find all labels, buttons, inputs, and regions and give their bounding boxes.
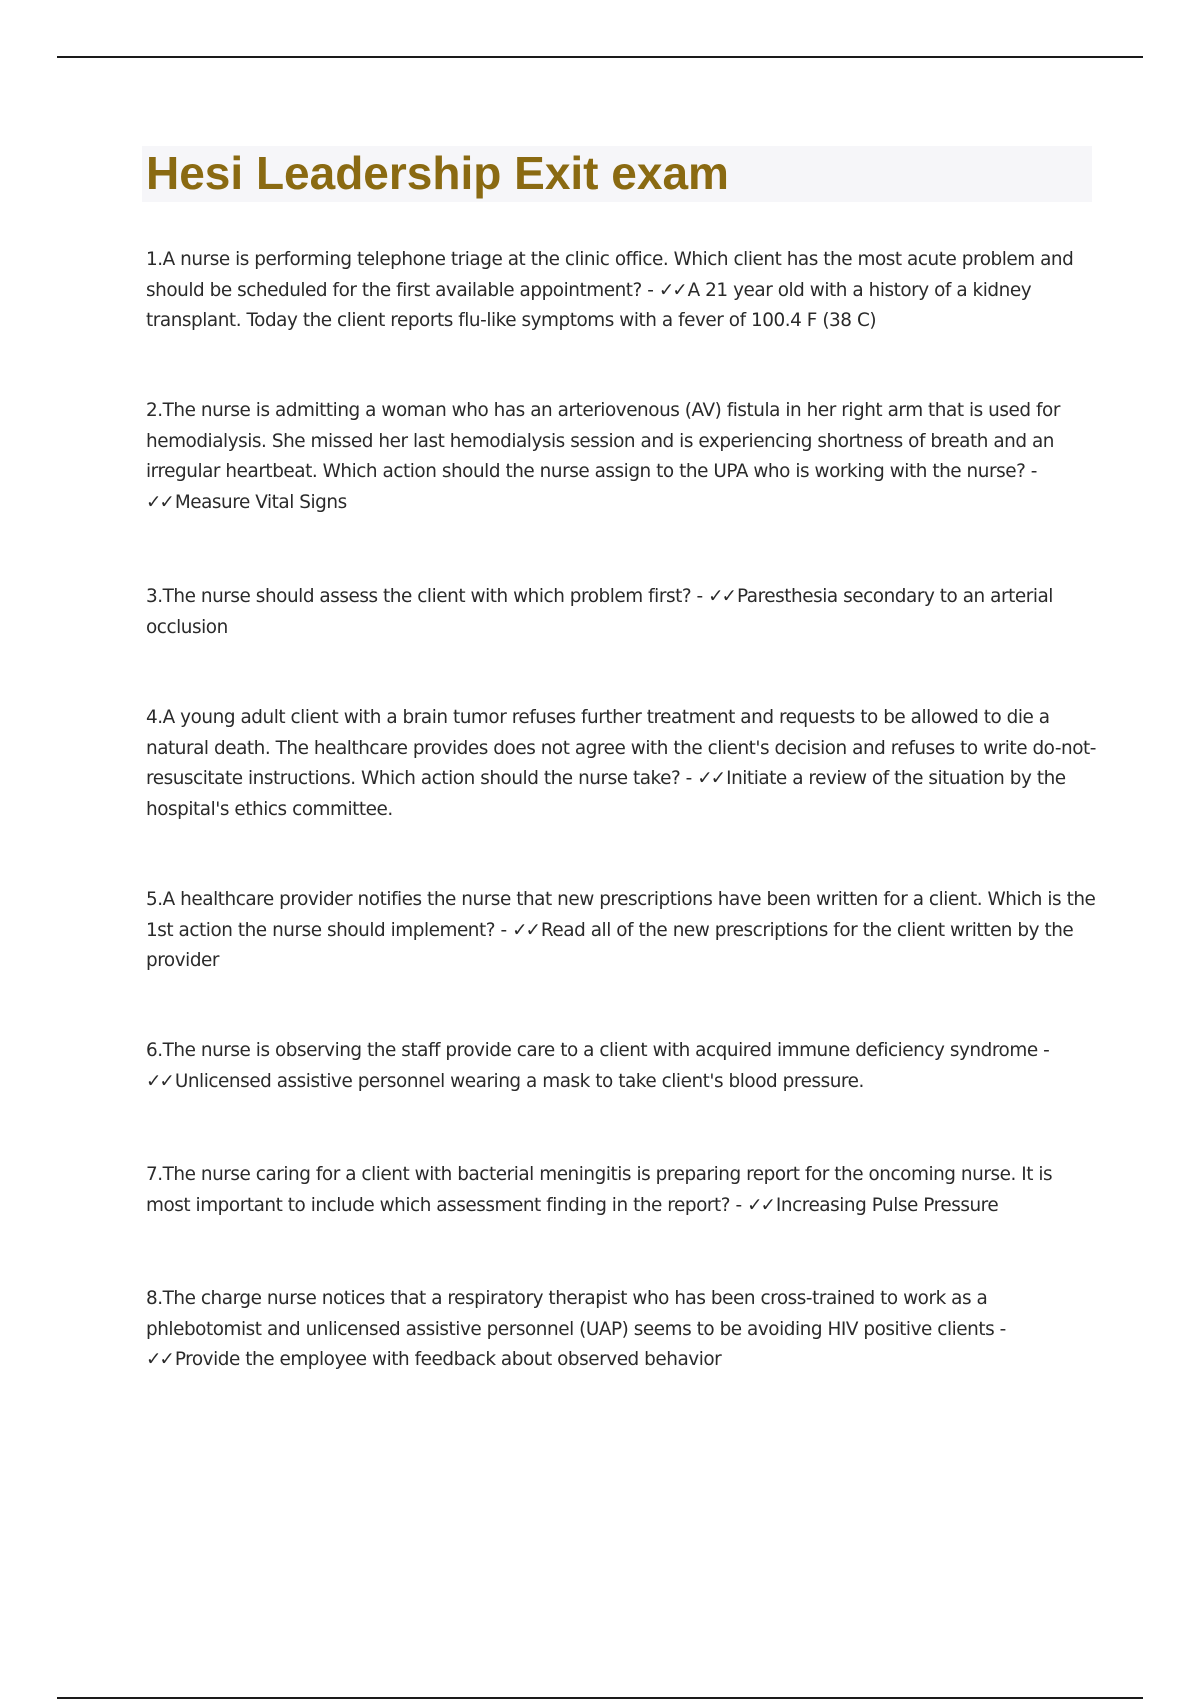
qa-item-3 <box>146 582 1096 643</box>
qa-item-5 <box>146 885 1096 977</box>
answer-text: Read all of the new prescriptions for the client written by the provider <box>146 919 1074 971</box>
page-title: Hesi Leadership Exit exam <box>146 147 729 199</box>
double-check-icon: ✓✓ <box>146 1349 173 1370</box>
question-text: 8.The charge nurse notices that a respiratory therapist who has been cross-trained to work as a phlebotomist and unlicensed assistive personnel (UAP) seems to be avoiding HIV positive clients - <box>146 1288 1006 1340</box>
double-check-icon: ✓✓ <box>708 586 735 607</box>
question-text: 5.A healthcare provider notifies the nurse that new prescriptions have been written for a client. Which is the 1st action the nurse should implement? - <box>146 889 1096 941</box>
double-check-icon: ✓✓ <box>146 491 173 513</box>
double-check-icon: ✓✓ <box>146 1070 173 1092</box>
double-check-icon: ✓✓ <box>747 1194 774 1216</box>
qa-item-4 <box>146 703 1096 825</box>
double-check-icon: ✓✓ <box>512 919 539 941</box>
answer-text: Paresthesia secondary to an arterial occlusion <box>146 586 1053 638</box>
question-text: 7.The nurse caring for a client with bacterial meningitis is preparing report for the oncoming nurse. It is most important to include which assessment finding in the report? - <box>146 1164 1053 1216</box>
answer-text: A 21 year old with a history of a kidney transplant. Today the client reports flu-like symptoms with a fever of 100.4 F (38 C) <box>146 279 1032 331</box>
qa-item-7 <box>146 1160 1096 1221</box>
answer-text: Initiate a review of the situation by the hospital's ethics committee. <box>146 768 1066 820</box>
answer-text: Measure Vital Signs <box>174 491 347 513</box>
qa-item-8 <box>146 1284 1096 1376</box>
question-text: 6.The nurse is observing the staff provide care to a client with acquired immune deficiency syndrome - <box>146 1040 1050 1061</box>
question-text: 2.The nurse is admitting a woman who has an arteriovenous (AV) fistula in her right arm that is used for hemodialysis. She missed her last hemodialysis session and is experiencing shortness of breath and an irregular heartbeat. Which action should the nurse assign to the UPA who is working with the nurse? - <box>146 400 1060 482</box>
footer-rule <box>57 1697 1143 1699</box>
double-check-icon: ✓✓ <box>658 279 686 301</box>
answer-text: Provide the employee with feedback about observed behavior <box>174 1349 722 1370</box>
answer-text: Increasing Pulse Pressure <box>775 1194 999 1216</box>
qa-item-1 <box>146 245 1096 337</box>
qa-item-6 <box>146 1036 1096 1097</box>
question-text: 1.A nurse is performing telephone triage at the clinic office. Which client has the most acute problem and should be scheduled for the first available appointment? - <box>146 249 1074 301</box>
header-rule <box>57 56 1143 58</box>
qa-item-2 <box>146 396 1096 518</box>
question-text: 4.A young adult client with a brain tumor refuses further treatment and requests to be allowed to die a natural death. The healthcare provides does not agree with the client's decision and refuses to write do-not-resuscitate instructions. Which action should the nurse take? - <box>146 707 1096 789</box>
question-text: 3.The nurse should assess the client with which problem first? - <box>146 586 709 607</box>
answer-text: Unlicensed assistive personnel wearing a mask to take client's blood pressure. <box>174 1070 864 1092</box>
double-check-icon: ✓✓ <box>697 768 725 789</box>
